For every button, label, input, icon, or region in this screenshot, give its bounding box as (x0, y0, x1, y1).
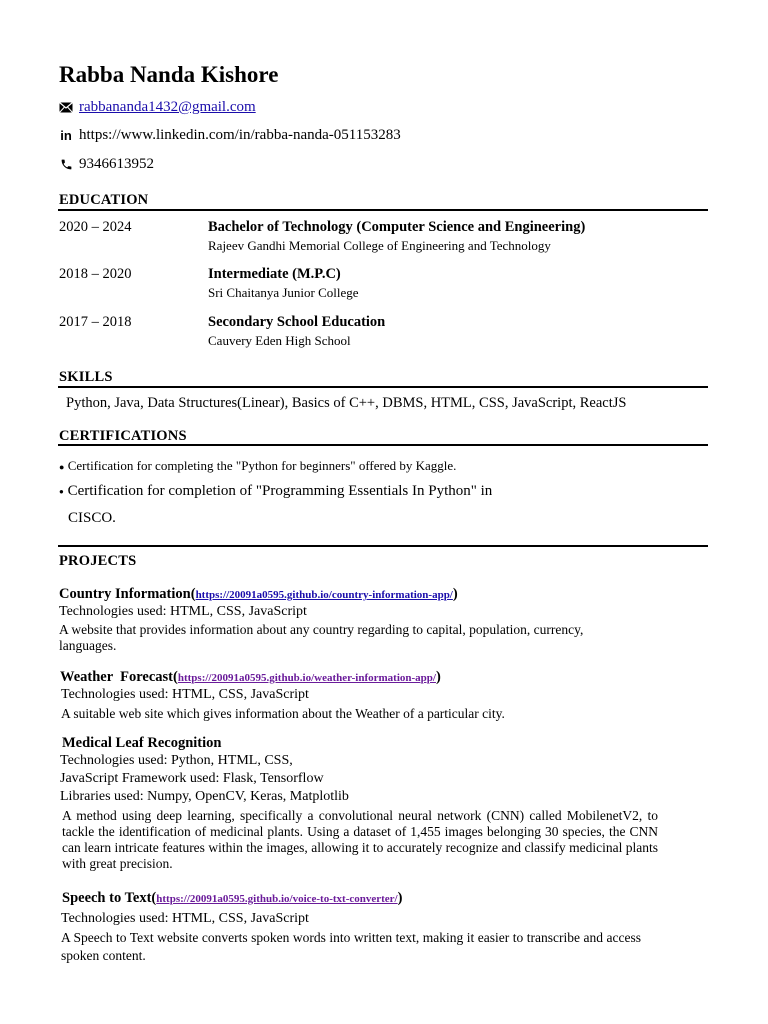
education-years: 2018 – 2020 (59, 266, 132, 282)
education-degree: Bachelor of Technology (Computer Science and Engineering) (208, 219, 586, 235)
projects-top-divider (58, 545, 708, 547)
education-degree: Intermediate (M.P.C) (208, 266, 341, 282)
projects-heading: PROJECTS (59, 553, 137, 569)
project-title: Weather Forecast(https://20091a0595.github.io/weather-information-app/) (60, 669, 441, 685)
phone-number: 9346613952 (79, 156, 154, 172)
education-years: 2020 – 2024 (59, 219, 132, 235)
project-tech: Technologies used: Python, HTML, CSS, (60, 753, 293, 768)
bullet-icon: ● (59, 462, 65, 473)
project-description: A Speech to Text website converts spoken words into written text, making it easier to transcribe and access spoken content. (61, 930, 641, 963)
project-title: Speech to Text(https://20091a0595.github.io/voice-to-txt-converter/) (62, 890, 403, 906)
phone-row (59, 156, 154, 173)
project-title: Country Information(https://20091a0595.github.io/country-information-app/) (59, 586, 458, 602)
phone-icon (59, 158, 73, 172)
education-years: 2017 – 2018 (59, 314, 132, 330)
candidate-name: Rabba Nanda Kishore (59, 62, 279, 87)
education-institution: Rajeev Gandhi Memorial College of Engineering and Technology (208, 238, 551, 253)
project-link[interactable]: https://20091a0595.github.io/weather-information-app/ (177, 672, 436, 684)
skills-divider (58, 386, 708, 388)
project-description: A method using deep learning, specifically a convolutional neural network (CNN) called MobilenetV2, to tackle the identification of medicinal plants. Using a dataset of 1,455 images belonging 30 species, the CNN can learn intricate features within the images, allowing it to accurately recognize and classify medicinal plants with great precision. (62, 808, 658, 871)
linkedin-row (59, 127, 401, 144)
certification-item-continued: CISCO. (68, 510, 116, 526)
bullet-icon: ● (59, 487, 64, 497)
project-tech: Technologies used: HTML, CSS, JavaScript (61, 911, 309, 926)
linkedin-url[interactable]: https://www.linkedin.com/in/rabba-nanda-051153283 (79, 127, 401, 143)
project-tech: Technologies used: HTML, CSS, JavaScript (61, 687, 309, 702)
education-degree: Secondary School Education (208, 314, 386, 330)
education-heading: EDUCATION (59, 192, 149, 208)
education-institution: Sri Chaitanya Junior College (208, 285, 359, 300)
linkedin-icon: in (60, 128, 72, 143)
envelope-icon (59, 101, 73, 115)
certification-item: ● Certification for completing the "Python for beginners" offered by Kaggle. (59, 458, 457, 473)
certification-item: ● Certification for completion of "Programming Essentials In Python" in (59, 483, 493, 499)
project-link[interactable]: https://20091a0595.github.io/voice-to-txt-converter/ (156, 893, 398, 905)
project-title: Medical Leaf Recognition (62, 735, 222, 751)
project-link[interactable]: https://20091a0595.github.io/country-information-app/ (195, 589, 453, 601)
education-divider (58, 209, 708, 211)
project-tech: Technologies used: HTML, CSS, JavaScript (59, 604, 307, 619)
project-libraries: Libraries used: Numpy, OpenCV, Keras, Matplotlib (60, 789, 349, 804)
project-description: A website that provides information about any country regarding to capital, population, currency, languages. (59, 622, 584, 653)
education-institution: Cauvery Eden High School (208, 333, 351, 348)
certifications-divider (58, 444, 708, 446)
certifications-heading: CERTIFICATIONS (59, 428, 187, 444)
email-link[interactable]: rabbananda1432@gmail.com (79, 99, 256, 115)
skills-list: Python, Java, Data Structures(Linear), Basics of C++, DBMS, HTML, CSS, JavaScript, ReactJS (66, 395, 627, 411)
skills-heading: SKILLS (59, 369, 113, 385)
email-row (59, 99, 256, 116)
project-framework: JavaScript Framework used: Flask, Tensorflow (60, 771, 324, 786)
project-description: A suitable web site which gives information about the Weather of a particular city. (61, 706, 505, 721)
